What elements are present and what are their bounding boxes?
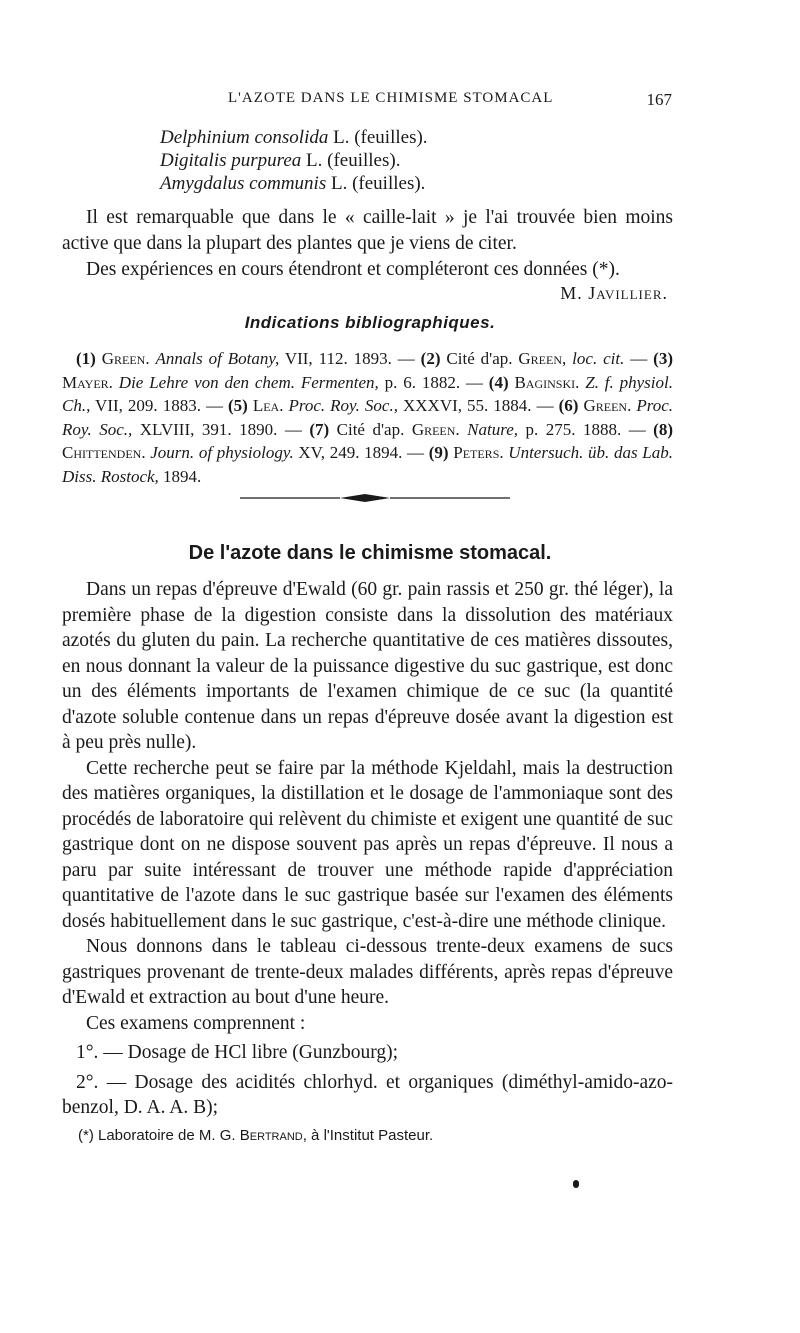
- plant-name: Amygdalus communis: [160, 173, 327, 194]
- bibliography: (1) Green. Annals of Botany, VII, 112. 1893. — (2) Cité d'ap. Green, loc. cit. — (3) Mayer. Die Lehre von den chem. Fermenten, p. 6. 1882. — (4) Baginski. Z. f. physiol. Ch., VII, 209. 1883. — (5) Lea. Proc. Roy. Soc., XXXVI, 55. 1884. — (6) Green. Proc. Roy. Soc., XLVIII, 391. 1890. — (7) Cité d'ap. Green. Nature, p. 275. 1888. — (8) Chittenden. Journ. of physiology. XV, 249. 1894. — (9) Peters. Untersuch. üb. das Lab. Diss. Rostock, 1894.: [62, 349, 674, 486]
- body-paragraph: Ces examens comprennent :: [86, 1012, 306, 1034]
- plant-name: Digitalis purpurea: [160, 150, 302, 171]
- intro-paragraph: Des expériences en cours étendront et compléteront ces données (*).: [86, 259, 620, 280]
- body-paragraph: Cette recherche peut se faire par la méthode Kjeldahl, mais la destruction des matières organiques, la distillation et le dosage de l'ammoniaque sont des procédés de laboratoire qui relèvent du chimiste et exigent une quantité de suc gastrique dont on ne dispose souvent pas après un repas d'épreuve. Il nous a paru par suite intéressant de trouver une méthode rapide d'appréciation quantitative de l'azote dans le suc gastrique basée sur l'examen des éléments dosés habituellement dans le suc gastrique, c'est-à-dire une méthode clinique.: [62, 757, 673, 932]
- intro-paragraph: Il est remarquable que dans le « caille-lait » je l'ai trouvée bien moins active que dans la plupart des plantes que je viens de citer.: [62, 207, 673, 254]
- plant-item: Delphinium consolida L. (feuilles).: [160, 127, 428, 148]
- running-header: [228, 90, 672, 114]
- bibliography-heading: Indications bibliographiques.: [244, 313, 496, 332]
- plant-item: Amygdalus communis L. (feuilles).: [160, 173, 426, 194]
- footnote: (*) Laboratoire de M. G. Bertrand, à l'Institut Pasteur.: [78, 1127, 434, 1144]
- enumerated-item: 2°. — Dosage des acidités chlorhyd. et organiques (diméthyl-amido-azo-benzol, D. A. A. B);: [62, 1071, 673, 1118]
- running-title: L'AZOTE DANS LE CHIMISME STOMACAL: [228, 90, 554, 106]
- plant-list: [160, 126, 428, 195]
- intro-paragraphs: [62, 205, 673, 283]
- main-text: [62, 577, 673, 1121]
- ink-spot: [573, 1180, 579, 1188]
- body-paragraph: Dans un repas d'épreuve d'Ewald (60 gr. pain rassis et 250 gr. thé léger), la première phase de la digestion consiste dans la dissolution des matériaux azotés du gluten du pain. La recherche quantitative de ces matières dissoutes, en nous donnant la valeur de la puissance digestive du suc gastrique, est donc un des éléments importants de l'examen chimique de ce suc (la quantité d'azote soluble contenue dans un repas d'épreuve dosée avant la digestion est à peu près nulle).: [62, 579, 673, 753]
- author-signature: M. Javillier.: [560, 283, 668, 303]
- section-title: De l'azote dans le chimisme stomacal.: [188, 542, 552, 564]
- section-divider-ornament: [240, 492, 510, 504]
- plant-name: Delphinium consolida: [160, 127, 329, 148]
- plant-item: Digitalis purpurea L. (feuilles).: [160, 150, 401, 171]
- page-number: 167: [646, 90, 672, 109]
- body-paragraph: Nous donnons dans le tableau ci-dessous trente-deux examens de sucs gastriques provenant de trente-deux malades différents, après repas d'épreuve d'Ewald et extraction au bout d'une heure.: [62, 936, 673, 1008]
- enumerated-item: 1°. — Dosage de HCl libre (Gunzbourg);: [76, 1042, 399, 1063]
